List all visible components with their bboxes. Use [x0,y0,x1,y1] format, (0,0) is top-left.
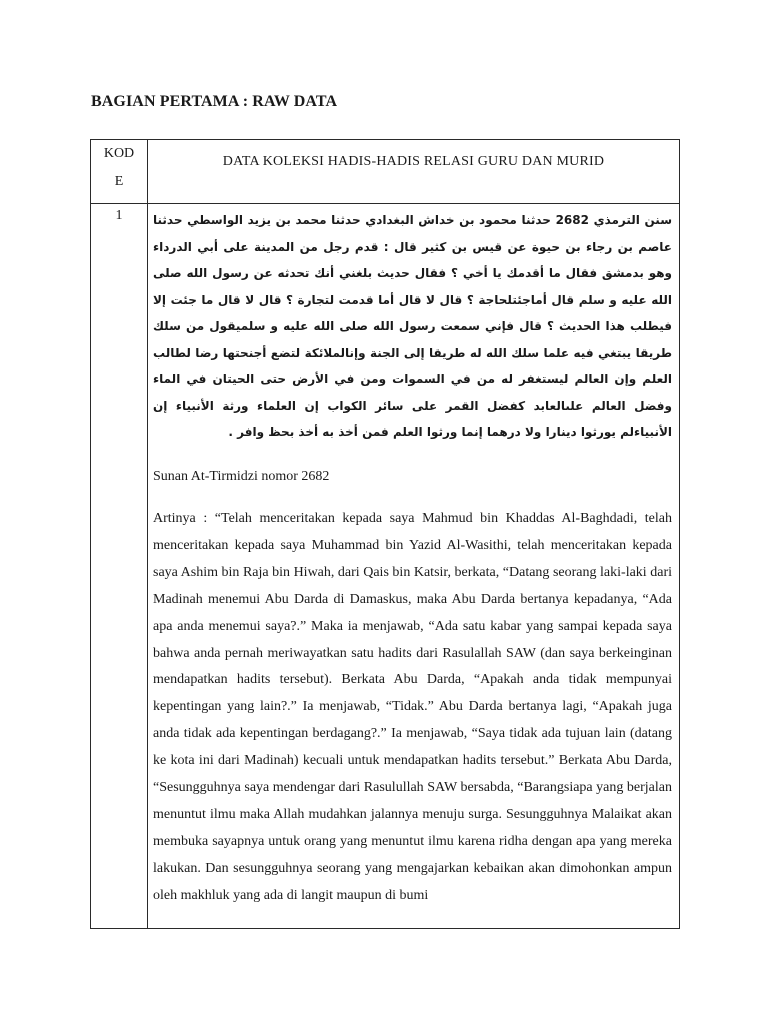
row-number: 1 [115,208,123,223]
table-row-content [153,207,673,903]
hadith-table [90,139,680,929]
header-kode-line2: E [114,174,124,189]
table-header-divider [91,203,679,204]
page-heading: BAGIAN PERTAMA : RAW DATA [91,93,338,110]
arabic-hadith-text: سنن الترمذي 2682 حدثنا محمود بن خداش البغدادي حدثنا محمد بن يزيد الواسطي حدثنا عاصم بن رجاء بن حيوة عن قيس بن كثير قال : قدم رجل من المدينة على أبي الدرداء وهو بدمشق فقال ما أقدمك يا أخي ؟ فقال حديث بلغني أنك تحدثه عن رسول الله صلى الله عليه و سلم قال أماجئتلحاجة ؟ قال لا قال أما قدمت لتجارة ؟ قال لا قال ما جئت إلا فيطلب هذا الحديث ؟ قال فإني سمعت رسول الله صلى الله عليه و سلميقول من سلك طريقا يبتغي فيه علما سلك الله له طريقا إلى الجنة وإنالملائكة لتضع أجنحتها رضا لطالب العلم وإن العالم ليستغفر له من في السموات ومن في الأرض حتى الحيتان في الماء وفضل العالم علىالعابد كفضل القمر على سائر الكواب إن العلماء ورثة الأنبياء إن الأنبياءلم يورثوا دينارا ولا درهما إنما ورثوا العلم فمن أخذ به أخذ بحظ وافر . [153,213,673,439]
hadith-source: Sunan At-Tirmidzi nomor 2682 [153,469,330,484]
header-kode-line1: KOD [103,146,135,161]
header-kode [91,140,147,203]
table-column-divider [147,140,148,928]
header-title: DATA KOLEKSI HADIS-HADIS RELASI GURU DAN MURID [222,154,605,169]
hadith-translation: Artinya : “Telah menceritakan kepada saya Mahmud bin Khaddas Al-Baghdadi, telah menceritakan kepada saya Muhammad bin Yazid Al-Wasithi, telah menceritakan kepada saya Ashim bin Raja bin Hiwah, dari Qais bin Katsir, berkata, “Datang seorang laki-laki dari Madinah menemui Abu Darda di Damaskus, maka Abu Darda bertanya kepadanya, “Ada apa anda menemui saya?.” Maka ia menjawab, “Ada satu kabar yang sampai kepada saya bahwa anda pernah meriwayatkan satu hadits dari Rasulallah SAW (dan saya berkeinginan mendapatkan hadits tersebut). Berkata Abu Darda, “Apakah anda tidak mempunyai kepentingan yang lain?.” Ia menjawab, “Tidak.” Abu Darda bertanya lagi, “Apakah juga anda tidak ada kepentingan berdagang?.” Ia menjawab, “Saya tidak ada tujuan lain (datang ke kota ini dari Madinah) kecuali untuk mendapatkan hadits tersebut.” Berkata Abu Darda, “Sesungguhnya saya mendengar dari Rasulullah SAW bersabda, “Barangsiapa yang berjalan menuntut ilmu maka Allah mudahkan jalannya menuju surga. Sesungguhnya Malaikat akan membuka sayapnya untuk orang yang menuntut ilmu karena ridha dengan apa yang mereka lakukan. Dan sesungguhnya seorang yang mengajarkan kebaikan akan dimohonkan ampun oleh makhluk yang ada di langit maupun di bumi [153,511,672,903]
